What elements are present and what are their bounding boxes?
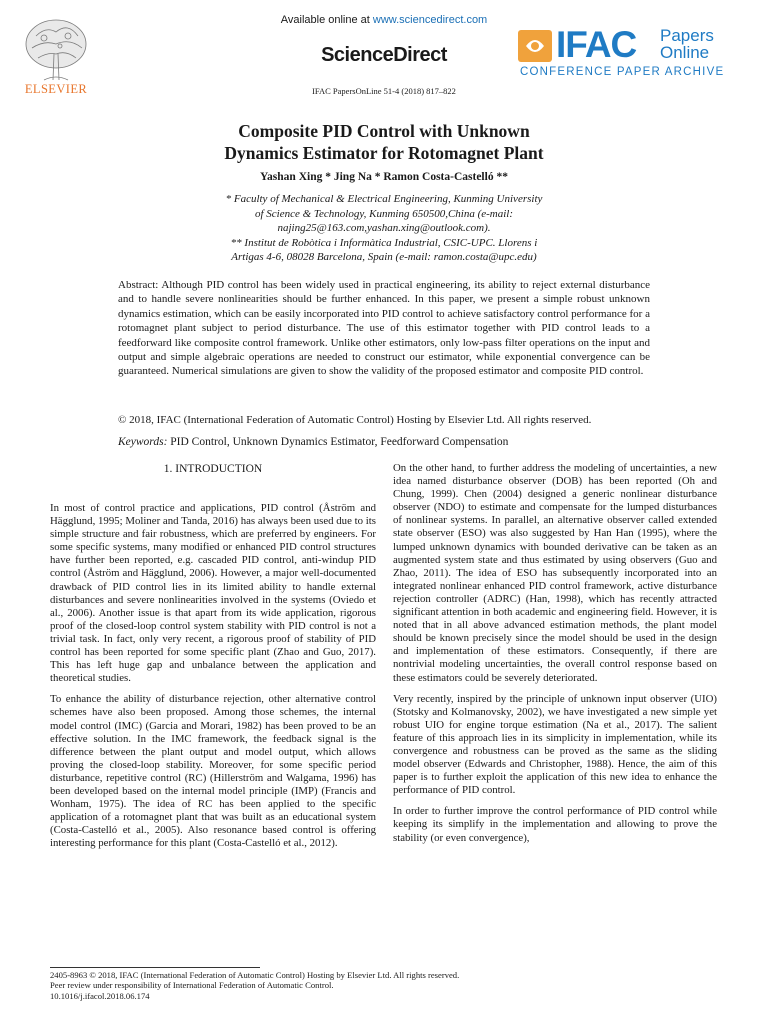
ifac-archive-label: CONFERENCE PAPER ARCHIVE [520,66,725,78]
abstract: Abstract: Although PID control has been widely used in practical engineering, its ability to reject external disturbance and to handle severe nonlinearities should be further enhanced. In this paper, we present a simple robust unknown dynamics estimation, which can be easily incorporated into PID control to achieve satisfactory control performance for a rotomagnet plant subject to period disturbance. The use of this estimator together with PID control leads to a feedforward like composite control framework. Unlike other estimators, only low-pass filter operations on the input and output and simple algebraic operations are needed to construct our estimator, while exponential convergence can be guaranteed. Numerical simulations are given to show the validity of the proposed estimator and composite PID control. [118,279,650,378]
ifac-online-label: Online [660,43,710,62]
footnote-rule [50,967,260,968]
title-line-1: Composite PID Control with Unknown [238,121,530,141]
elsevier-wordmark: ELSEVIER [24,82,88,96]
footer-line: 2405-8963 © 2018, IFAC (International Federation of Automatic Control) Hosting by Elsevier Ltd. All rights reserved. [50,970,460,980]
right-column [393,462,717,853]
affiliation-line: Artigas 4-6, 08028 Barcelona, Spain (e-mail: ramon.costa@upc.edu) [231,251,537,264]
affiliation-line: ** Institut de Robòtica i Informàtica Industrial, CSIC-UPC. Llorens i [230,236,538,249]
body-paragraph: To enhance the ability of disturbance rejection, other alternative control schemes have also been proposed. Among those schemes, the internal model control (IMC) (Garcia and Morari, 1982) has been proved to be an effective solution. In the IMC framework, the feedback signal is the difference between the plant output and model output, which allows proving the closed-loop stability. Moreover, for some specific period disturbance, repetitive control (RC) (Hillerström and Walgama, 1996) has been developed based on the internal model principle (IMP) (Francis and Wonham, 1975). The idea of RC has been applied to the specific application of a rotomagnet plant that was built as an educational system (Costa-Castelló et al., 2005). Also resonance based control is offering interesting performance for this plant (Costa-Castelló et al., 2012). [50,693,376,850]
affiliations [140,192,628,265]
journal-reference: IFAC PapersOnLine 51-4 (2018) 817–822 [312,86,456,96]
body-paragraph: In most of control practice and applications, PID control (Åström and Hägglund, 1995; Moliner and Tanda, 2016) has always been used due to its simple structure and fair robustness, which are preferred by engineers. For some specific systems, many modified or enhanced PID control structures have further been reported, e.g. cascaded PID control, anti-windup PID control (Åström and Hägglund, 2006). However, a major well-documented drawback of PID control lies in its limited ability to handle external disturbances and severe nonlinearities involved in the systems (Oviedo et al., 2006). Another issue is that apart from its wide application, rigorous proof of the closed-loop control system stability with PID control is not a trivial task. In fact, only very recent, a rigorous proof of stability of PID control has been reported for some specific plant (Zhao and Guo, 2017). This has left huge gap and unbalance between the application and theoretical studies. [50,502,376,685]
sciencedirect-brand: ScienceDirect [321,44,447,66]
ifac-emblem-icon [518,30,552,62]
paper-title [120,120,648,164]
doi-link[interactable]: 10.1016/j.ifacol.2018.06.174 [50,990,150,1001]
affiliation-line: najing25@163.com,yashan.xing@outlook.com). [277,222,491,235]
keywords-text: PID Control, Unknown Dynamics Estimator, Feedforward Compensation [167,436,509,448]
ifac-papers-label: Papers [660,26,714,45]
affiliation-line: of Science & Technology, Kunming 650500,China (e-mail: [254,207,514,220]
section-heading: 1. INTRODUCTION [163,463,263,475]
keywords-label: Keywords: [118,436,168,448]
sciencedirect-link[interactable]: www.sciencedirect.com [372,14,488,26]
left-column [50,502,376,858]
body-paragraph: On the other hand, to further address the modeling of uncertainties, a new idea named disturbance observer (DOB) has been reported (Oh and Chung, 1999). Chen (2004) designed a generic nonlinear disturbance observer (NDO) to estimate and compensate for the lumped disturbances of nonlinear systems. In parallel, an alternative observer called extended state observer (ESO) was also suggested by Han Han (1995), where the lumped unknown dynamics with bounded derivative can be taken as an augmented system state and thus estimated by using observers (Guo and Zhao, 2011). The idea of ESO has subsequently incorporated into an integrated nonlinear enhanced PID control framework, active disturbance rejection controller (ADRC) (Han, 1998), which has recently attracted significant attention in both academic and engineering field. However, it is noted that in all above advanced estimation methods, the plant model should be known precisely since the model should be used in the design and implementation of these estimators. Consequently, if there are nontrivial modeling uncertainties, the overall control response based on these estimators could be severely deteriorated. [393,462,717,684]
body-paragraph: Very recently, inspired by the principle of unknown input observer (UIO) (Stotsky and Kolmanovsky, 2002), we have investigated a new simple yet robust UIO for engine torque estimation (Na et al., 2017). The salient feature of this approach lies in its simplicity in implementation, while its convergence and robustness can be proved as the same as the sliding model observer (Edwards and Christopher, 1988). Hence, the aim of this paper is to further exploit the application of this new idea to enhance the performance of PID control. [393,692,717,797]
keywords [118,436,650,448]
ifac-papersonline-logo [518,24,758,84]
author-list: Yashan Xing * Jing Na * Ramon Costa-Castelló ** [260,171,508,183]
available-online-text: Available online at [280,14,373,26]
affiliation-line: * Faculty of Mechanical & Electrical Engineering, Kunming University [225,193,543,205]
ifac-wordmark: IFAC [556,24,637,65]
body-paragraph: In order to further improve the control performance of PID control while keeping its simplify in the implementation and allowing to prove the stability (or even convergence), [393,805,717,844]
footer-line: Peer review under responsibility of International Federation of Automatic Control. [50,980,334,991]
copyright-notice: © 2018, IFAC (International Federation of Automatic Control) Hosting by Elsevier Ltd. All rights reserved. [118,414,592,426]
title-line-2: Dynamics Estimator for Rotomagnet Plant [224,143,544,163]
footer-notice [50,970,650,1001]
